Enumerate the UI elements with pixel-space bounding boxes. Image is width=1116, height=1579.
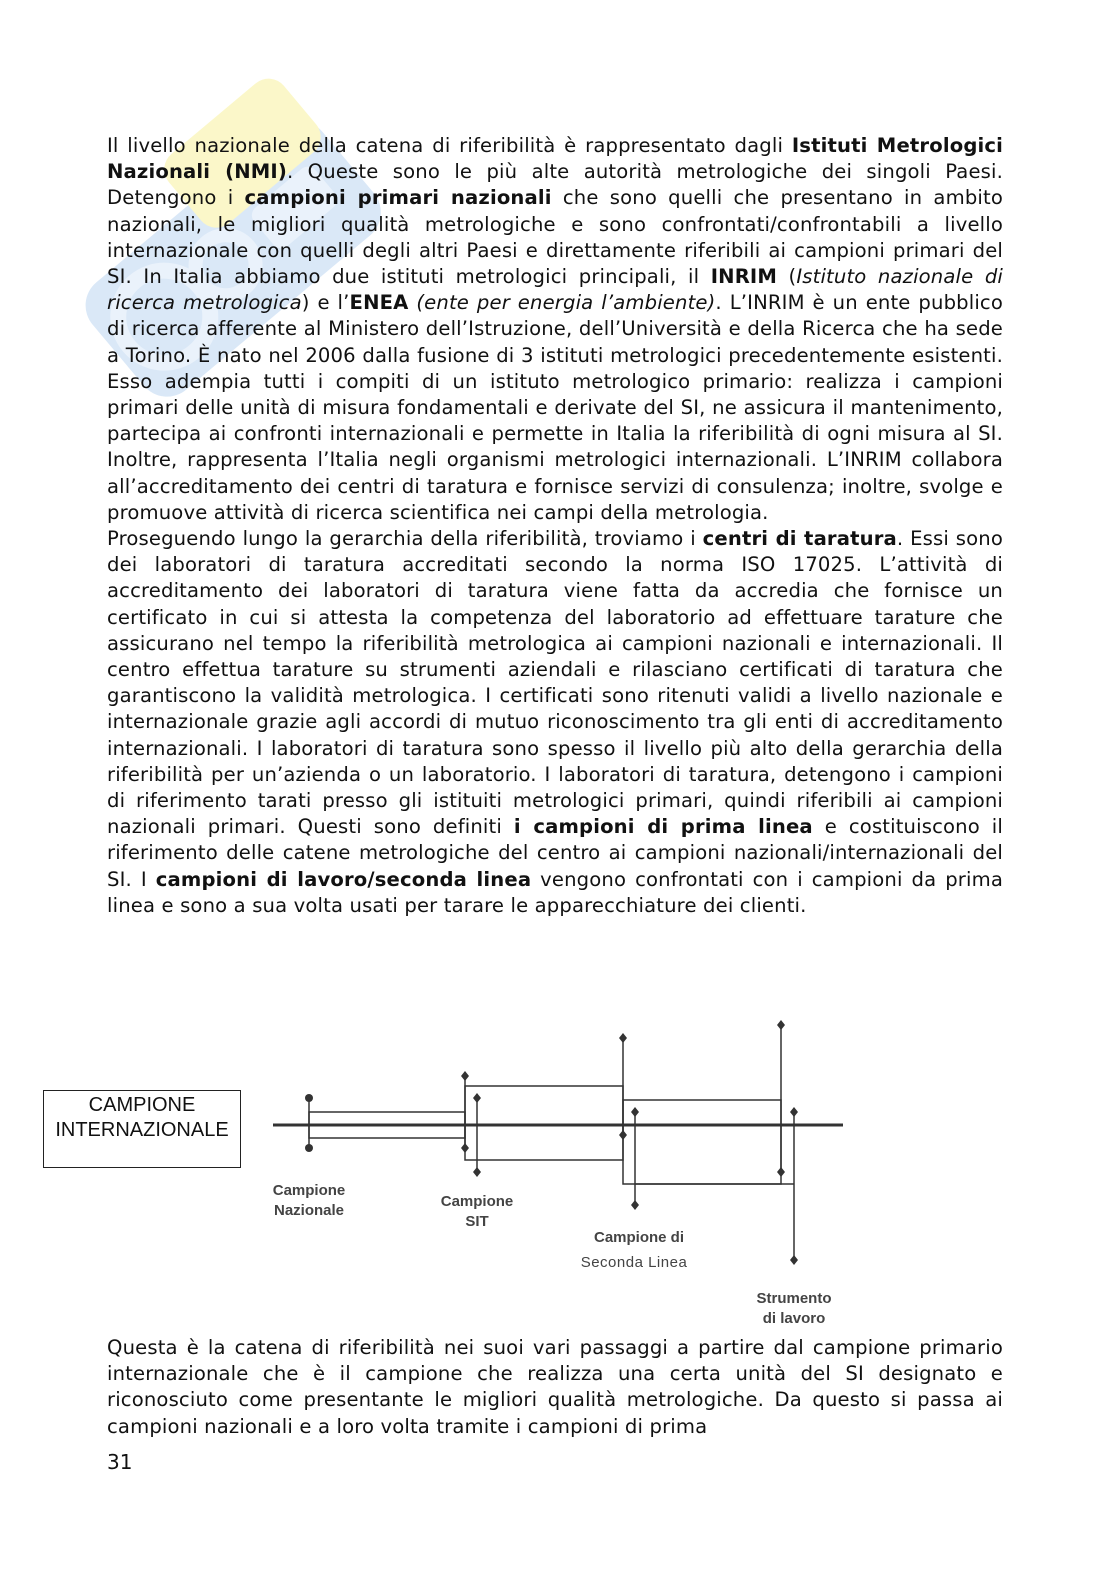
strumento-marker-4 bbox=[790, 1255, 798, 1265]
label-nazionale-2: Nazionale bbox=[273, 1202, 345, 1219]
sit-marker-4 bbox=[473, 1167, 481, 1177]
nazionale-marker-bottom bbox=[305, 1144, 313, 1152]
label-sit-1: Campione bbox=[440, 1193, 514, 1210]
sit-marker-3 bbox=[473, 1093, 481, 1103]
campione-internazionale-box bbox=[43, 1090, 241, 1168]
seconda-marker-3 bbox=[631, 1107, 639, 1117]
sit-marker-1 bbox=[461, 1071, 469, 1081]
main-text bbox=[107, 133, 1003, 919]
seconda-interval bbox=[623, 1100, 781, 1184]
strumento-marker-2 bbox=[777, 1167, 785, 1177]
label-sit-2: SIT bbox=[465, 1213, 489, 1230]
nazionale-marker-top bbox=[305, 1094, 313, 1102]
label-nazionale-1: Campione bbox=[272, 1182, 346, 1199]
seconda-marker-1 bbox=[619, 1033, 627, 1043]
page-number: 31 bbox=[107, 1450, 133, 1474]
label-seconda-2: Seconda Linea bbox=[580, 1254, 688, 1271]
label-strumento-1: Strumento bbox=[756, 1290, 832, 1307]
paragraph-centri-taratura: Proseguendo lungo la gerarchia della riferibilità, troviamo i centri di taratura. Essi sono dei laboratori di taratura accreditati secondo la norma ISO 17025. L’attività di accreditamento dei laboratori di taratura viene fatta da accredia che fornisce un certificato in cui si attesta la competenza del laboratorio ad effettuare tarature che assicurano nel tempo la riferibilità metrologica ai campioni nazionali e internazionali. Il centro effettua tarature su strumenti aziendali e rilasciano certificati di taratura che garantiscono la validità metrologica. I certificati sono ritenuti validi a livello nazionale e internazionale grazie agli accordi di mutuo riconoscimento tra gli enti di accreditamento internazionali. I laboratori di taratura sono spesso il livello più alto della gerarchia della riferibilità per un’azienda o un laboratorio. I laboratori di taratura, detengono i campioni di riferimento tarati presso gli istituiti metrologici primari, quindi riferibili ai campioni nazionali primari. Questi sono definiti i campioni di prima linea e costituiscono il riferimento delle catene metrologiche del centro ai campioni nazionali/internazionali del SI. I campioni di lavoro/seconda linea vengono confrontati con i campioni da prima linea e sono a sua volta usati per tarare le apparecchiature dei clienti. bbox=[107, 527, 1003, 917]
paragraph-nmi: Il livello nazionale della catena di riferibilità è rappresentato dagli Istituti Metrologici Nazionali (NMI). Queste sono le più alte autorità metrologiche dei singoli Paesi. Detengono i campioni primari nazionali che sono quelli che presentano in ambito nazionali, le migliori qualità metrologiche e sono confrontati/confrontabili a livello internazionale con quelli degli altri Paesi e direttamente riferibili ai campioni primari del SI. In Italia abbiamo due istituti metrologici principali, il INRIM (Istituto nazionale di ricerca metrologica) e l’ENEA (ente per energia l’ambiente). L’INRIM è un ente pubblico di ricerca afferente al Ministero dell’Istruzione, dell’Università e della Ricerca che ha sede a Torino. È nato nel 2006 dalla fusione di 3 istituti metrologici precedentemente esistenti. Esso adempia tutti i compiti di un istituto metrologico primario: realizza i campioni primari delle unità di misura fondamentali e derivate del SI, ne assicura il mantenimento, partecipa ai confronti internazionali e permette in Italia la riferibilità di ogni misura al SI. Inoltre, rappresenta l’Italia negli organismi metrologici internazionali. L’INRIM collabora all’accreditamento dei centri di taratura e fornisce servizi di consulenza; inoltre, svolge e promuove attività di ricerca scientifica nei campi della metrologia. bbox=[107, 134, 1003, 524]
label-seconda-1: Campione di bbox=[593, 1229, 685, 1246]
box-label-line2: INTERNAZIONALE bbox=[55, 1119, 229, 1141]
seconda-marker-4 bbox=[631, 1200, 639, 1210]
label-strumento-2: di lavoro bbox=[762, 1310, 826, 1327]
seconda-marker-2 bbox=[619, 1130, 627, 1140]
strumento-marker-3 bbox=[790, 1107, 798, 1117]
paragraph-catena: Questa è la catena di riferibilità nei suoi vari passaggi a partire dal campione primario internazionale che è il campione che realizza una certa unità del SI designato e riconosciuto come presentante le migliori qualità metrologiche. Da questo si passa ai campioni nazionali e a loro volta tramite i campioni di prima bbox=[107, 1336, 1003, 1438]
traceability-diagram bbox=[255, 1020, 875, 1330]
box-label-line1: CAMPIONE bbox=[88, 1094, 196, 1116]
strumento-marker-1 bbox=[777, 1020, 785, 1030]
sit-marker-2 bbox=[461, 1143, 469, 1153]
sit-interval bbox=[465, 1086, 623, 1160]
closing-text bbox=[107, 1335, 1003, 1440]
